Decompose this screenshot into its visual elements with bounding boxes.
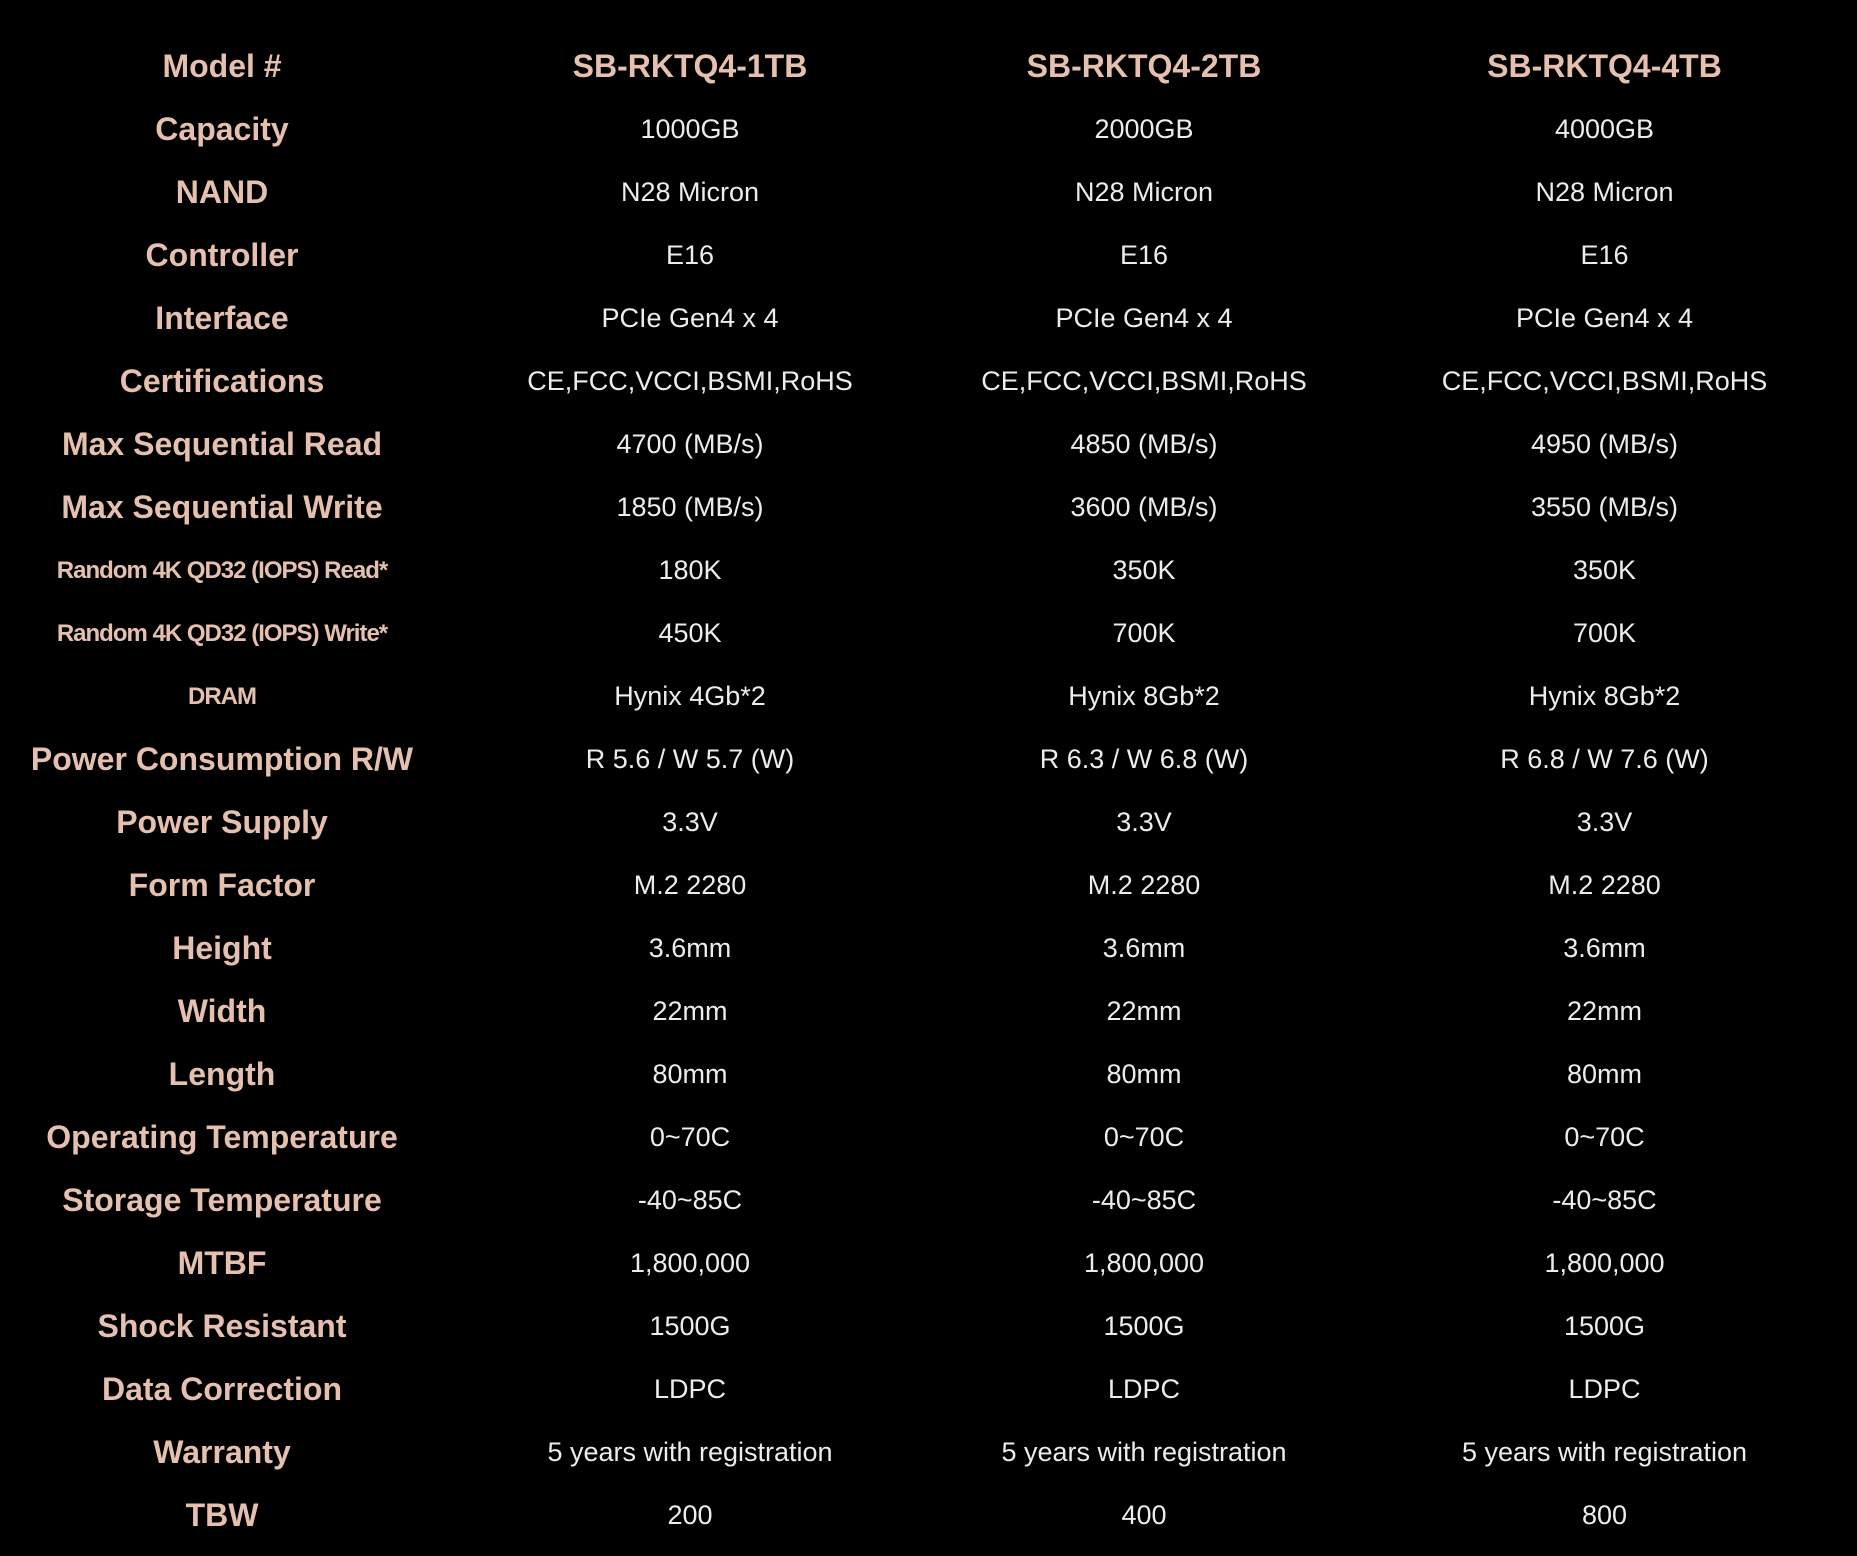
row-value: 350K: [1112, 555, 1176, 585]
row-value: 4700 (MB/s): [616, 429, 764, 459]
row-value: 200: [667, 1500, 713, 1530]
table-row: [0, 602, 1857, 665]
row-value: -40~85C: [1091, 1185, 1197, 1215]
table-row: [0, 728, 1857, 791]
row-value: 3.6mm: [648, 933, 732, 963]
row-value: N28 Micron: [1074, 177, 1214, 207]
row-value: 180K: [658, 555, 722, 585]
table-row: [0, 350, 1857, 413]
row-value: PCIe Gen4 x 4: [1055, 303, 1233, 333]
row-value: 350K: [1572, 555, 1637, 585]
row-value: 22mm: [1566, 996, 1642, 1026]
table-row: [0, 917, 1857, 980]
row-value: 0~70C: [1564, 1122, 1645, 1152]
model-name-2tb: SB-RKTQ4-2TB: [1026, 48, 1262, 84]
table-row: [0, 161, 1857, 224]
row-label: Random 4K QD32 (IOPS) Read*: [56, 556, 388, 584]
model-name-4tb: SB-RKTQ4-4TB: [1487, 48, 1722, 84]
row-value: M.2 2280: [1087, 870, 1201, 900]
row-value: R 6.3 / W 6.8 (W): [1039, 744, 1249, 774]
row-label: Width: [177, 993, 267, 1029]
row-label: Power Supply: [116, 804, 328, 840]
row-value: -40~85C: [637, 1185, 743, 1215]
row-value: 3.3V: [662, 807, 718, 837]
row-value: E16: [1580, 240, 1629, 270]
table-row: [0, 224, 1857, 287]
row-value: M.2 2280: [633, 870, 747, 900]
row-value: N28 Micron: [620, 177, 760, 207]
row-value: 400: [1121, 1500, 1167, 1530]
row-value: 700K: [1572, 618, 1637, 648]
table-row: [0, 1043, 1857, 1106]
row-value: 1,800,000: [1083, 1248, 1205, 1278]
row-value: 800: [1581, 1500, 1628, 1530]
row-value: CE,FCC,VCCI,BSMI,RoHS: [1441, 366, 1768, 396]
row-label: Operating Temperature: [46, 1119, 398, 1155]
table-row: [0, 854, 1857, 917]
row-value: 22mm: [1106, 996, 1182, 1026]
table-row: [0, 791, 1857, 854]
row-value: 3.6mm: [1563, 933, 1646, 963]
row-value: 450K: [658, 618, 722, 648]
row-label: Length: [168, 1056, 276, 1092]
table-row: [0, 1421, 1857, 1484]
row-value: 3600 (MB/s): [1070, 492, 1218, 522]
table-row: [0, 665, 1857, 728]
row-value: N28 Micron: [1535, 177, 1674, 207]
row-value: 1500G: [1563, 1311, 1646, 1341]
row-label: Max Sequential Write: [61, 489, 383, 525]
row-value: 2000GB: [1094, 114, 1194, 144]
row-value: 0~70C: [1103, 1122, 1185, 1152]
row-value: 1500G: [649, 1311, 731, 1341]
table-row: [0, 1169, 1857, 1232]
row-value: E16: [665, 240, 715, 270]
row-label: Certifications: [119, 363, 325, 399]
row-value: CE,FCC,VCCI,BSMI,RoHS: [981, 366, 1307, 396]
row-value: 4950 (MB/s): [1530, 429, 1679, 459]
row-value: Hynix 8Gb*2: [1068, 681, 1220, 711]
row-label: Interface: [155, 300, 289, 336]
row-value: 3.6mm: [1102, 933, 1186, 963]
row-label: TBW: [185, 1497, 259, 1533]
row-value: PCIe Gen4 x 4: [1515, 303, 1694, 333]
row-value: 1500G: [1103, 1311, 1185, 1341]
table-row: [0, 1484, 1857, 1547]
row-label: Power Consumption R/W: [30, 741, 414, 777]
row-value: 1,800,000: [629, 1248, 751, 1278]
row-label: Storage Temperature: [62, 1182, 382, 1218]
model-header-label: Model #: [162, 48, 282, 84]
table-row: [0, 98, 1857, 161]
row-label: Controller: [145, 237, 299, 273]
table-row: [0, 1106, 1857, 1169]
row-value: 1850 (MB/s): [616, 492, 764, 522]
row-value: R 6.8 / W 7.6 (W): [1500, 744, 1709, 774]
row-value: 80mm: [652, 1059, 728, 1089]
row-value: 5 years with registration: [547, 1437, 833, 1467]
row-value: 80mm: [1106, 1059, 1182, 1089]
row-value: 22mm: [652, 996, 728, 1026]
row-value: 4000GB: [1554, 114, 1655, 144]
row-value: 1,800,000: [1544, 1248, 1665, 1278]
row-label: Warranty: [153, 1434, 291, 1470]
row-label: NAND: [175, 174, 269, 210]
row-value: Hynix 4Gb*2: [614, 681, 766, 711]
row-value: CE,FCC,VCCI,BSMI,RoHS: [527, 366, 853, 396]
row-label: MTBF: [177, 1245, 267, 1281]
table-row: [0, 287, 1857, 350]
row-value: LDPC: [1107, 1374, 1181, 1404]
table-row: [0, 1232, 1857, 1295]
row-value: 3.3V: [1576, 807, 1633, 837]
row-value: 4850 (MB/s): [1070, 429, 1218, 459]
row-label: Shock Resistant: [97, 1308, 347, 1344]
table-row: [0, 1358, 1857, 1421]
row-value: 700K: [1112, 618, 1176, 648]
model-name-1tb: SB-RKTQ4-1TB: [572, 48, 808, 84]
row-value: LDPC: [1568, 1374, 1641, 1404]
row-label: Max Sequential Read: [61, 426, 383, 462]
table-row: [0, 1295, 1857, 1358]
row-value: 3.3V: [1116, 807, 1172, 837]
table-row: [0, 539, 1857, 602]
row-value: Hynix 8Gb*2: [1528, 681, 1681, 711]
table-row: [0, 476, 1857, 539]
row-value: M.2 2280: [1548, 870, 1661, 900]
row-label: Capacity: [155, 111, 289, 147]
row-value: E16: [1119, 240, 1169, 270]
row-label: DRAM: [188, 682, 256, 710]
row-value: 0~70C: [649, 1122, 731, 1152]
row-value: 3550 (MB/s): [1530, 492, 1679, 522]
row-value: LDPC: [653, 1374, 727, 1404]
row-label: Height: [172, 930, 272, 966]
row-value: 5 years with registration: [1001, 1437, 1287, 1467]
row-value: 80mm: [1566, 1059, 1642, 1089]
row-value: 5 years with registration: [1461, 1437, 1748, 1467]
row-label: Random 4K QD32 (IOPS) Write*: [56, 619, 388, 647]
row-value: -40~85C: [1552, 1185, 1657, 1215]
table-row: [0, 980, 1857, 1043]
row-value: R 5.6 / W 5.7 (W): [585, 744, 795, 774]
row-label: Data Correction: [101, 1371, 343, 1407]
row-label: Form Factor: [128, 867, 316, 903]
table-row: [0, 413, 1857, 476]
row-value: 1000GB: [640, 114, 740, 144]
table-header-row: [0, 35, 1857, 98]
row-value: PCIe Gen4 x 4: [601, 303, 779, 333]
